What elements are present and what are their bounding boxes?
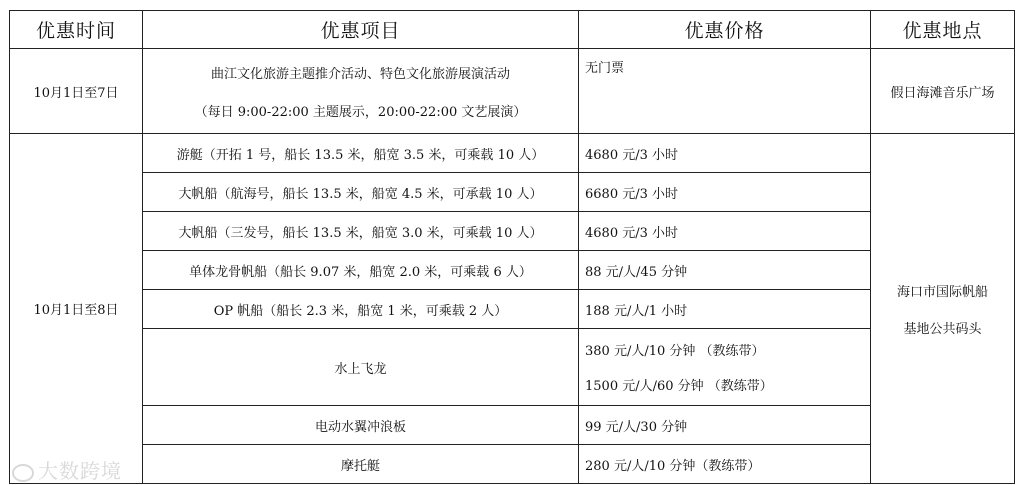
cell-item — [143, 49, 579, 134]
location-line: 海口市国际帆船 — [896, 284, 988, 300]
cell-item: 游艇（开拓 1 号，船长 13.5 米，船宽 3.5 米，可乘载 10 人） — [143, 134, 579, 173]
header-item: 优惠项目 — [143, 11, 579, 49]
cell-price: 6680 元/3 小时 — [579, 173, 871, 212]
watermark-logo-icon — [12, 464, 34, 482]
cell-item: 水上飞龙 — [143, 329, 579, 406]
cell-price: 280 元/人/10 分钟（教练带） — [579, 445, 871, 484]
cell-item: 电动水翼冲浪板 — [143, 406, 579, 445]
cell-price: 4680 元/3 小时 — [579, 212, 871, 251]
table-row — [10, 134, 1015, 173]
cell-time: 10月1日至8日 — [10, 134, 143, 484]
table-row — [10, 445, 1015, 484]
table-row — [10, 251, 1015, 290]
table-row — [10, 406, 1015, 445]
table-row — [10, 329, 1015, 406]
cell-price: 88 元/人/45 分钟 — [579, 251, 871, 290]
price-line: 1500 元/人/60 分钟 （教练带） — [585, 379, 773, 394]
header-row — [10, 11, 1015, 49]
cell-price: 188 元/人/1 小时 — [579, 290, 871, 329]
cell-item: 大帆船（航海号，船长 13.5 米，船宽 4.5 米，可承载 10 人） — [143, 173, 579, 212]
discount-table — [9, 10, 1015, 484]
cell-price: 4680 元/3 小时 — [579, 134, 871, 173]
cell-item: 大帆船（三发号，船长 13.5 米，船宽 3.0 米，可乘载 10 人） — [143, 212, 579, 251]
table-row — [10, 290, 1015, 329]
table-row — [10, 212, 1015, 251]
header-price: 优惠价格 — [579, 11, 871, 49]
price-line: 380 元/人/10 分钟 （教练带） — [585, 344, 765, 359]
item-line: 曲江文化旅游主题推介活动、特色文化旅游展演活动 — [210, 66, 510, 82]
cell-item: 摩托艇 — [143, 445, 579, 484]
location-line: 基地公共码头 — [903, 321, 982, 337]
cell-location — [871, 134, 1015, 484]
cell-price: 无门票 — [579, 49, 871, 134]
cell-time: 10月1日至7日 — [10, 49, 143, 134]
cell-price: 99 元/人/30 分钟 — [579, 406, 871, 445]
cell-price — [579, 329, 871, 406]
table-row — [10, 173, 1015, 212]
watermark-text: 大数跨境 — [38, 459, 122, 483]
table-row — [10, 49, 1015, 134]
cell-location: 假日海滩音乐广场 — [871, 49, 1015, 134]
cell-item: 单体龙骨帆船（船长 9.07 米，船宽 2.0 米，可乘载 6 人） — [143, 251, 579, 290]
header-location: 优惠地点 — [871, 11, 1015, 49]
cell-item: OP 帆船（船长 2.3 米，船宽 1 米，可乘载 2 人） — [143, 290, 579, 329]
watermark — [12, 455, 122, 484]
item-line: （每日 9:00-22:00 主题展示，20:00-22:00 文艺展演） — [194, 104, 527, 120]
header-time: 优惠时间 — [10, 11, 143, 49]
